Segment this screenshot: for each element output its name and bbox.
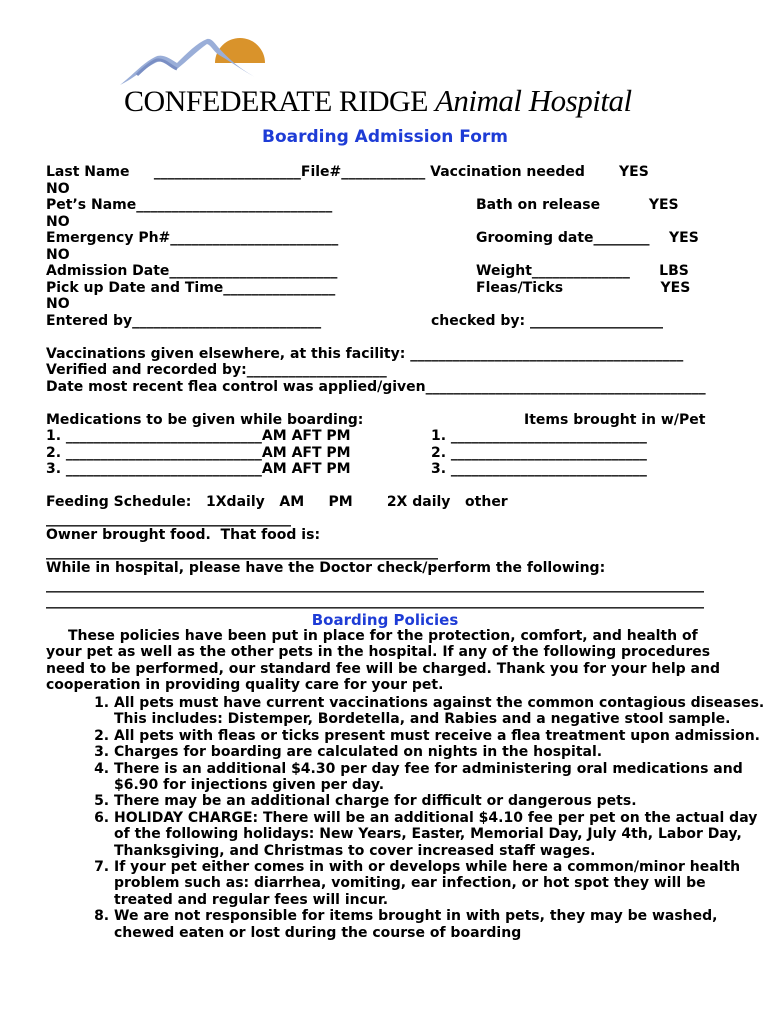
medication-line-1: 1. ____________________________AM AFT PM	[46, 428, 351, 444]
flea-control-date-line: Date most recent flea control was applied/given________________________________________	[46, 379, 706, 395]
sun-icon	[215, 38, 265, 63]
entered-by-line: Entered by___________________________	[46, 313, 322, 329]
item-line-1: 1. ____________________________	[431, 428, 647, 444]
policy-item: 4. There is an additional $4.30 per day fee for administering oral medications and $6.90 for injections given per day.	[114, 761, 769, 794]
verified-by-line: Verified and recorded by:____________________	[46, 362, 387, 378]
medication-line-3: 3. ____________________________AM AFT PM	[46, 461, 351, 477]
owner-food-line: Owner brought food. That food is:	[46, 527, 321, 543]
last-name-line: Last Name _____________________File#____________ Vaccination needed YES	[46, 164, 649, 180]
vaccinations-elsewhere-line: Vaccinations given elsewhere, at this facility: _______________________________________	[46, 346, 684, 362]
mountain-sun-logo-icon	[115, 33, 275, 89]
doctor-check-heading: While in hospital, please have the Doctor check/perform the following:	[46, 560, 606, 576]
doctor-check-blank-2: ______________________________________________________________________________________________	[46, 593, 704, 609]
emergency-phone-line: Emergency Ph#________________________	[46, 230, 339, 246]
medications-heading: Medications to be given while boarding:	[46, 412, 364, 428]
policies-list	[70, 695, 769, 941]
item-line-3: 3. ____________________________	[431, 461, 647, 477]
brand-caps: CONFEDERATE RIDGE	[124, 85, 428, 118]
policies-heading: Boarding Policies	[311, 611, 459, 629]
form-title: Boarding Admission Form	[261, 127, 508, 147]
food-blank-line: ________________________________________________________	[46, 544, 438, 560]
fleas-no: NO	[46, 296, 70, 312]
bath-no: NO	[46, 214, 70, 230]
policy-item: 5. There may be an additional charge for difficult or dangerous pets.	[114, 793, 769, 809]
admission-date-line: Admission Date________________________	[46, 263, 338, 279]
medication-line-2: 2. ____________________________AM AFT PM	[46, 445, 351, 461]
feeding-blank-line: ___________________________________	[46, 511, 291, 527]
brand-script: Animal Hospital	[435, 83, 632, 118]
doctor-check-blank-1: ______________________________________________________________________________________________	[46, 577, 704, 593]
brand-name	[124, 84, 632, 119]
checked-by-line: checked by: ___________________	[431, 313, 664, 329]
bath-on-release: Bath on release YES	[476, 197, 679, 213]
feeding-schedule-line: Feeding Schedule: 1Xdaily AM PM 2X daily other	[46, 494, 508, 510]
policy-item: 8. We are not responsible for items brought in with pets, they may be washed, chewed eaten or lost during the course of boarding	[114, 908, 769, 941]
items-heading: Items brought in w/Pet	[524, 412, 706, 428]
vaccination-no: NO	[46, 181, 70, 197]
item-line-2: 2. ____________________________	[431, 445, 647, 461]
fleas-ticks: Fleas/Ticks YES	[476, 280, 691, 296]
policy-item: 2. All pets with fleas or ticks present must receive a flea treatment upon admission.	[114, 728, 769, 744]
policy-item: 6. HOLIDAY CHARGE: There will be an additional $4.10 fee per pet on the actual day of the following holidays: New Years, Easter, Memorial Day, July 4th, Labor Day, Thanksgiving, and Christmas to cover increased staff wages.	[114, 810, 769, 859]
policies-intro: These policies have been put in place for the protection, comfort, and health of your pet as well as the other pets in the hospital. If any of the following procedures need to be performed, our standard fee will be charged. Thank you for your help and cooperation in providing quality care for your pet.	[46, 628, 720, 694]
policy-item: 3. Charges for boarding are calculated on nights in the hospital.	[114, 744, 769, 760]
pet-name-line: Pet’s Name____________________________	[46, 197, 333, 213]
weight-line: Weight______________ LBS	[476, 263, 689, 279]
grooming-no: NO	[46, 247, 70, 263]
policy-item: 1. All pets must have current vaccinations against the common contagious diseases. This includes: Distemper, Bordetella, and Rabies and a negative stool sample.	[114, 695, 769, 728]
grooming-date: Grooming date________ YES	[476, 230, 699, 246]
pickup-date-line: Pick up Date and Time________________	[46, 280, 336, 296]
policy-item: 7. If your pet either comes in with or develops while here a common/minor health problem such as: diarrhea, vomiting, ear infection, or hot spot they will be treated and regular fees will incur.	[114, 859, 769, 908]
